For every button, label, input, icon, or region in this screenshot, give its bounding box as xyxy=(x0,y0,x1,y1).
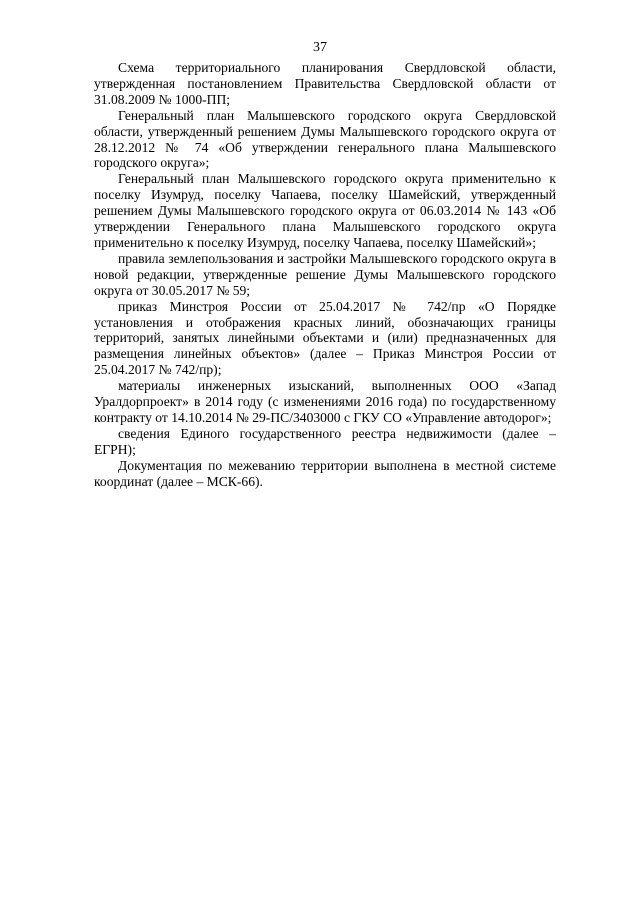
document-body xyxy=(94,60,556,489)
paragraph-egrn-data: сведения Единого государственного реестра недвижимости (далее – ЕГРН); xyxy=(94,425,556,457)
paragraph-land-use-rules: правила землепользования и застройки Малышевского городского округа в новой редакции, утвержденные решение Думы Малышевского городского округа от 30.05.2017 № 59; xyxy=(94,250,556,298)
paragraph-engineering-surveys: материалы инженерных изысканий, выполненных ООО «Запад Уралдорпроект» в 2014 году (с изменениями 2016 года) по государственному контракту от 14.10.2014 № 29-ПС/3403000 с ГКУ СО «Управление автодорог»; xyxy=(94,378,556,425)
paragraph-general-plan-settlements: Генеральный план Малышевского городского округа применительно к поселку Изумруд, поселку Чапаева, поселку Шамейский, утвержденный решением Думы Малышевского городского округа от 06.03.2014 № 143 «Об утверждении Генерального плана Малышевского городского округа применительно к поселку Изумруд, поселку Чапаева, поселку Шамейский»; xyxy=(94,171,556,250)
page-number: 37 xyxy=(313,40,327,55)
paragraph-territorial-planning-scheme: Схема территориального планирования Свердловской области, утвержденная постановлением Правительства Свердловской области от 31.08.2009 № 1000-ПП; xyxy=(94,60,556,107)
paragraph-general-plan-2012: Генеральный план Малышевского городского округа Свердловской области, утвержденный решением Думы Малышевского городского округа от 28.12.2012 № 74 «Об утверждении генерального плана Малышевского городского округа»; xyxy=(94,107,556,171)
paragraph-coordinate-system: Документация по межеванию территории выполнена в местной системе координат (далее – МСК-66). xyxy=(94,457,556,489)
paragraph-minstroy-order: приказ Минстроя России от 25.04.2017 № 742/пр «О Порядке установления и отображения красных линий, обозначающих границы территорий, занятых линейными объектами и (или) предназначенных для размещения линейных объектов» (далее – Приказ Минстроя России от 25.04.2017 № 742/пр); xyxy=(94,298,556,378)
